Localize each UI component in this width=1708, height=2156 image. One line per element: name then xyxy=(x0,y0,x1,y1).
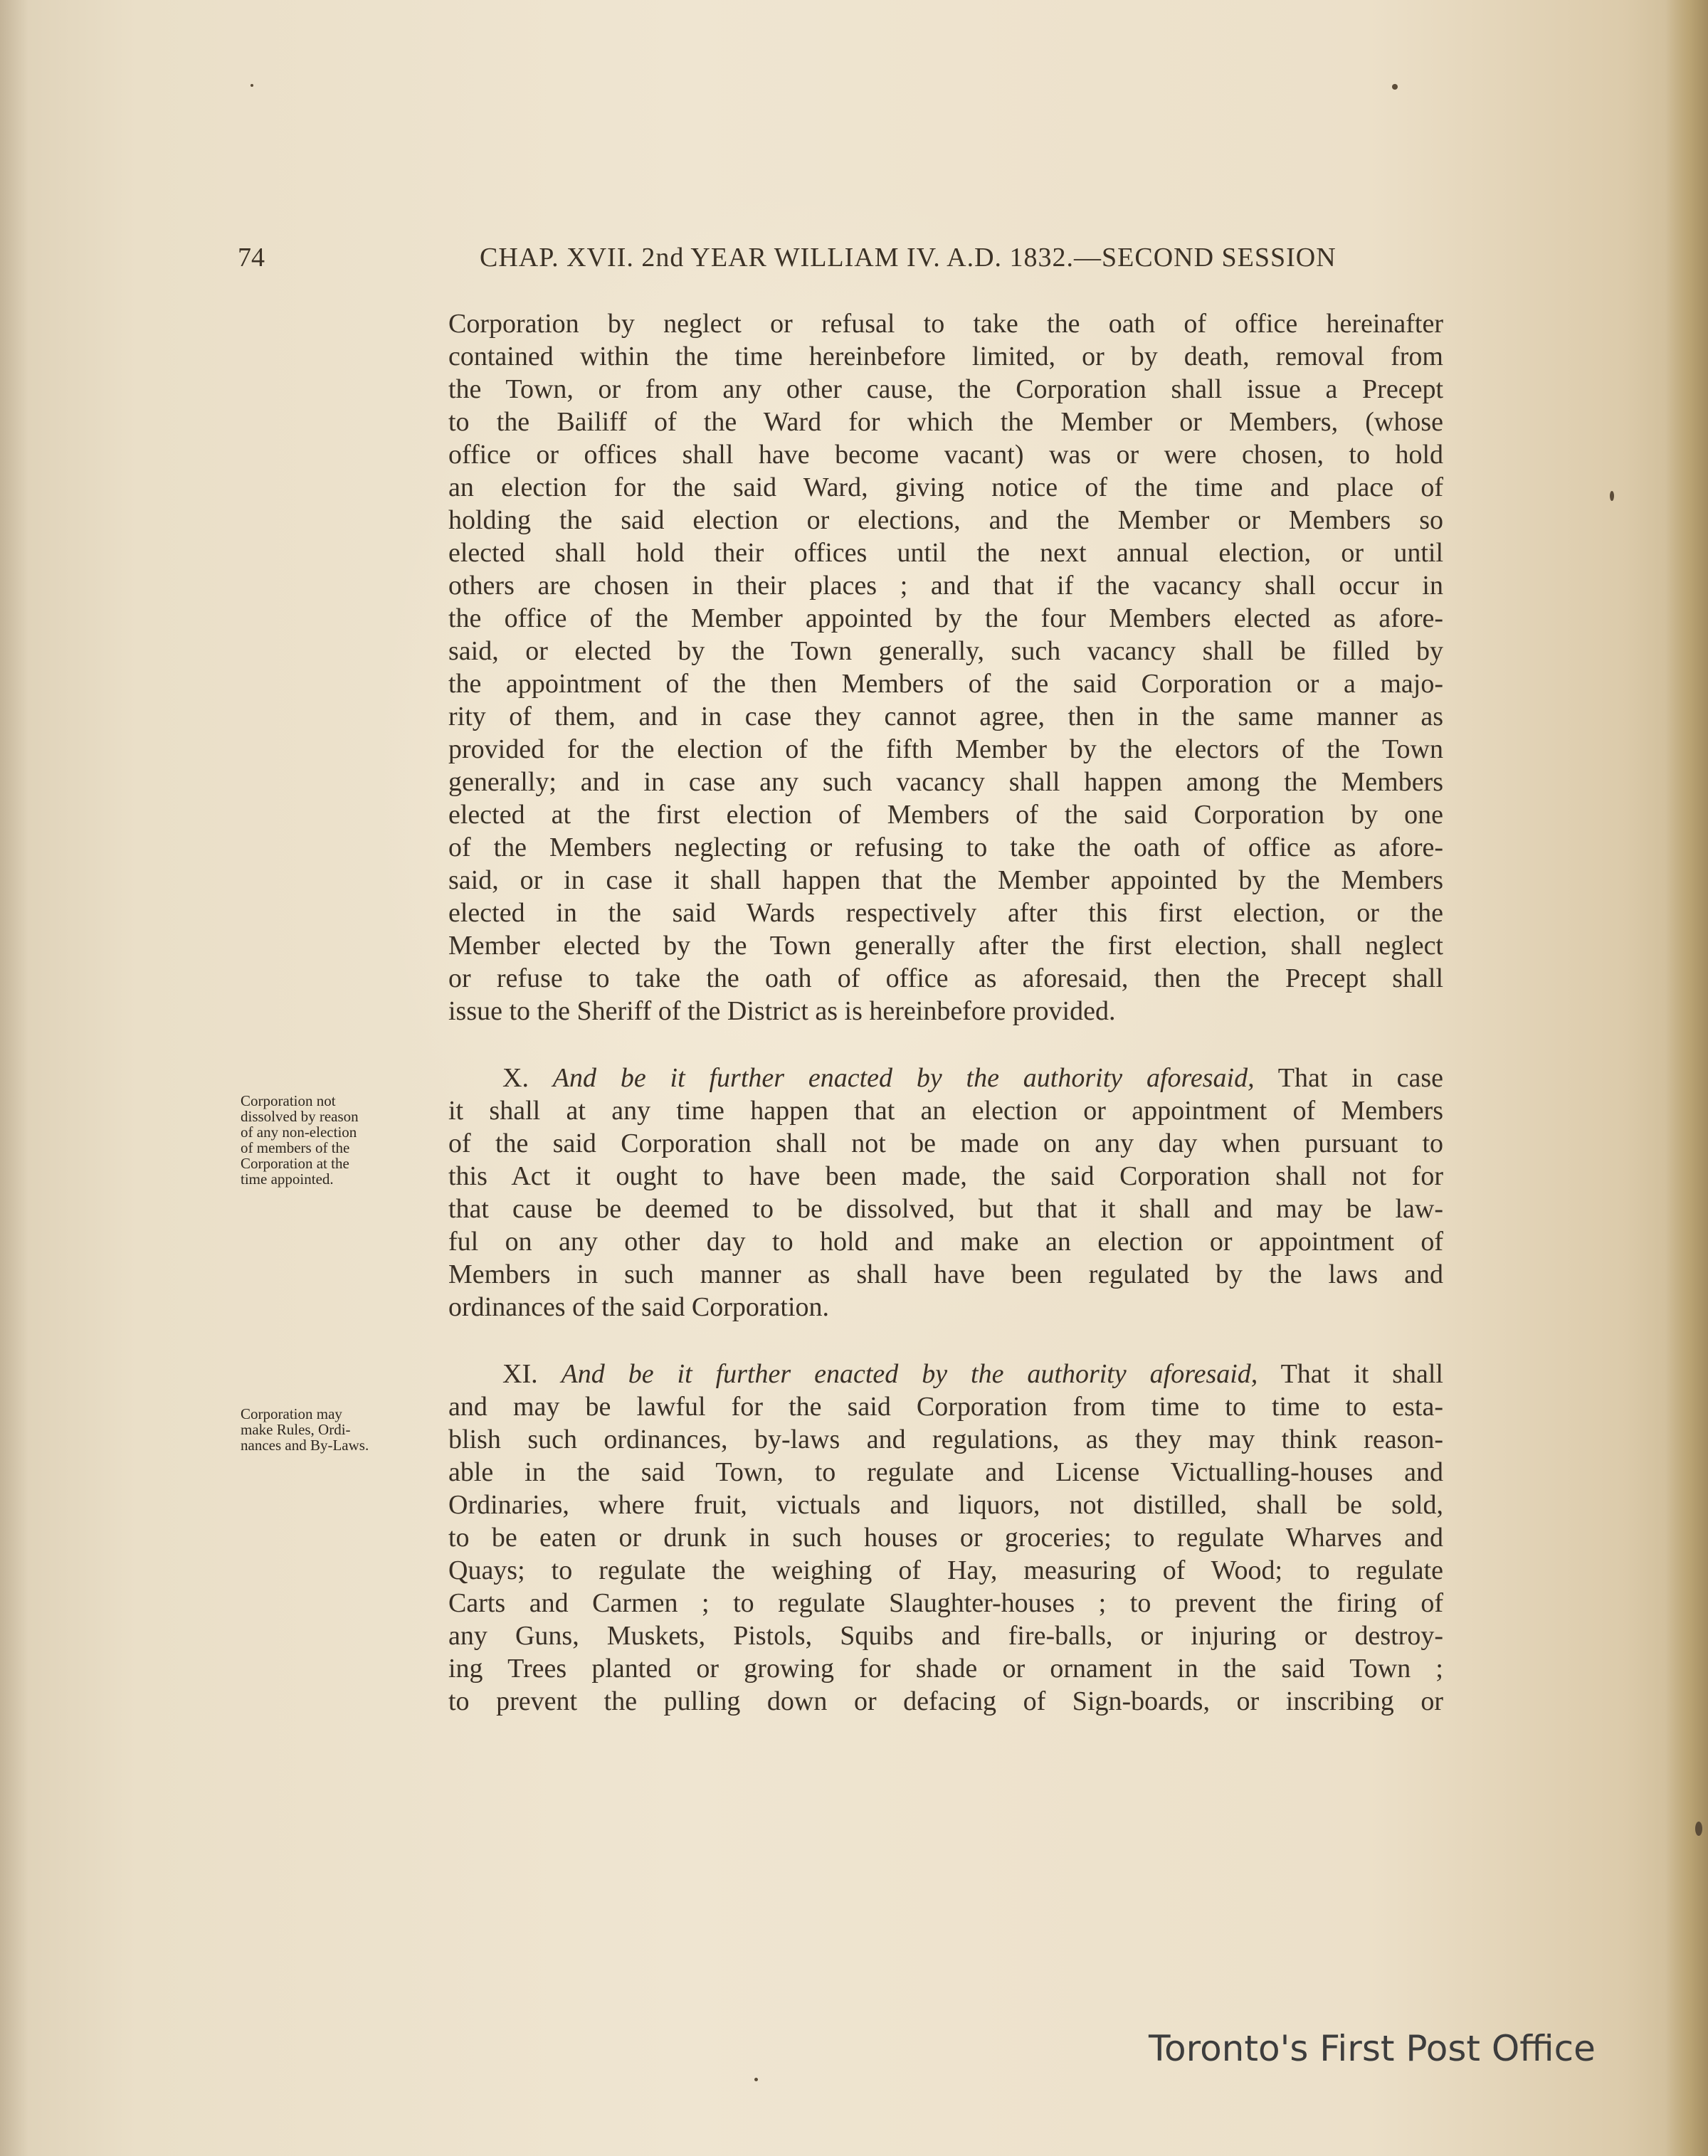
margin-note-line: dissolved by reason xyxy=(241,1108,359,1125)
continuation-line: elected at the first election of Members of the said Corporation by one xyxy=(448,800,1443,830)
page-fold-shadow xyxy=(0,0,28,2156)
continuation-line: an election for the said Ward, giving notice of the time and place of xyxy=(448,472,1443,502)
section-x-line: ful on any other day to hold and make an election or appointment of xyxy=(448,1227,1443,1257)
section-xi-line: any Guns, Muskets, Pistols, Squibs and fire-balls, or injuring or destroy- xyxy=(448,1621,1443,1651)
margin-note-section-x xyxy=(241,1093,433,1187)
margin-note-line: nances and By-Laws. xyxy=(241,1437,369,1454)
section-x-line: of the said Corporation shall not be made on any day when pursuant to xyxy=(448,1129,1443,1158)
paper-speck xyxy=(1695,1822,1702,1836)
continuation-line: generally; and in case any such vacancy shall happen among the Members xyxy=(448,767,1443,797)
continuation-line: said, or in case it shall happen that the Member appointed by the Members xyxy=(448,865,1443,895)
continuation-line: rity of them, and in case they cannot agree, then in the same manner as xyxy=(448,702,1443,731)
margin-note-section-xi xyxy=(241,1406,433,1453)
section-x-line: it shall at any time happen that an election or appointment of Members xyxy=(448,1096,1443,1126)
section-xi-line: Ordinaries, where fruit, victuals and liquors, not distilled, shall be sold, xyxy=(448,1490,1443,1520)
page-number: 74 xyxy=(238,243,265,273)
section-xi-line: Quays; to regulate the weighing of Hay, measuring of Wood; to regulate xyxy=(448,1555,1443,1585)
section-xi-line: blish such ordinances, by-laws and regulations, as they may think reason- xyxy=(448,1425,1443,1454)
continuation-line: others are chosen in their places ; and that if the vacancy shall occur in xyxy=(448,571,1443,601)
section-xi xyxy=(448,1358,1443,1718)
body-text xyxy=(448,307,1443,1718)
section-xi-line: to prevent the pulling down or defacing of Sign-boards, or inscribing or xyxy=(448,1686,1443,1716)
margin-note-line: Corporation at the xyxy=(241,1155,349,1172)
margin-note-line: make Rules, Ordi- xyxy=(241,1421,351,1438)
continuation-line: the Town, or from any other cause, the Corporation shall issue a Precept xyxy=(448,374,1443,404)
paper-speck xyxy=(251,84,253,87)
paper-speck xyxy=(1392,84,1398,90)
paper-speck xyxy=(754,2078,758,2081)
section-xi-number: XI. xyxy=(502,1359,538,1389)
section-x-line: that cause be deemed to be dissolved, but that it shall and may be law- xyxy=(448,1194,1443,1224)
continuation-line: holding the said election or elections, and the Member or Members so xyxy=(448,505,1443,535)
paper-speck xyxy=(1610,491,1614,501)
continuation-line: or refuse to take the oath of office as aforesaid, then the Precept shall xyxy=(448,963,1443,993)
section-xi-line: ing Trees planted or growing for shade or ornament in the said Town ; xyxy=(448,1654,1443,1684)
section-x-line: ordinances of the said Corporation. xyxy=(448,1292,830,1322)
section-x-first-line-rest: That in case xyxy=(1277,1063,1444,1093)
paragraph-continuation xyxy=(448,307,1443,1027)
section-x-first-line xyxy=(448,1062,1443,1094)
continuation-line: office or offices shall have become vacant) was or were chosen, to hold xyxy=(448,440,1443,470)
continuation-line: the office of the Member appointed by the four Members elected as afore- xyxy=(448,603,1443,633)
section-x xyxy=(448,1062,1443,1323)
margin-note-line: time appointed. xyxy=(241,1171,334,1188)
section-xi-first-line-rest: That it shall xyxy=(1280,1359,1443,1389)
section-x-line: Members in such manner as shall have been regulated by the laws and xyxy=(448,1259,1443,1289)
continuation-line: Corporation by neglect or refusal to take the oath of office hereinafter xyxy=(448,309,1443,339)
section-x-line: this Act it ought to have been made, the said Corporation shall not for xyxy=(448,1161,1443,1191)
margin-note-line: Corporation may xyxy=(241,1405,342,1422)
continuation-line: elected shall hold their offices until the next annual election, or until xyxy=(448,538,1443,568)
margin-note-line: Corporation not xyxy=(241,1092,336,1109)
section-xi-line: able in the said Town, to regulate and License Victualling-houses and xyxy=(448,1457,1443,1487)
section-xi-enacting-clause: And be it further enacted by the authority aforesaid, xyxy=(561,1359,1258,1389)
continuation-line: the appointment of the then Members of the said Corporation or a majo- xyxy=(448,669,1443,699)
margin-note-line: of any non-election xyxy=(241,1124,357,1141)
margin-note-line: of members of the xyxy=(241,1139,350,1156)
section-xi-first-line xyxy=(448,1358,1443,1390)
section-xi-line: to be eaten or drunk in such houses or groceries; to regulate Wharves and xyxy=(448,1523,1443,1553)
section-xi-line: and may be lawful for the said Corporation from time to time to esta- xyxy=(448,1392,1443,1422)
running-head-title: CHAP. XVII. 2nd YEAR WILLIAM IV. A.D. 1832.—SECOND SESSION xyxy=(480,243,1337,273)
continuation-line: Member elected by the Town generally after the first election, shall neglect xyxy=(448,931,1443,961)
continuation-line: of the Members neglecting or refusing to take the oath of office as afore- xyxy=(448,833,1443,862)
section-x-enacting-clause: And be it further enacted by the authority aforesaid, xyxy=(552,1063,1255,1093)
watermark: Toronto's First Post Office xyxy=(1149,2028,1596,2069)
continuation-line: to the Bailiff of the Ward for which the Member or Members, (whose xyxy=(448,407,1443,437)
continuation-line: issue to the Sheriff of the District as is hereinbefore provided. xyxy=(448,996,1116,1026)
continuation-line: elected in the said Wards respectively after this first election, or the xyxy=(448,898,1443,928)
continuation-line: said, or elected by the Town generally, such vacancy shall be filled by xyxy=(448,636,1443,666)
section-x-number: X. xyxy=(502,1063,529,1093)
section-xi-line: Carts and Carmen ; to regulate Slaughter-houses ; to prevent the firing of xyxy=(448,1588,1443,1618)
running-head xyxy=(238,242,1409,285)
continuation-line: contained within the time hereinbefore limited, or by death, removal from xyxy=(448,342,1443,371)
continuation-line: provided for the election of the fifth Member by the electors of the Town xyxy=(448,734,1443,764)
